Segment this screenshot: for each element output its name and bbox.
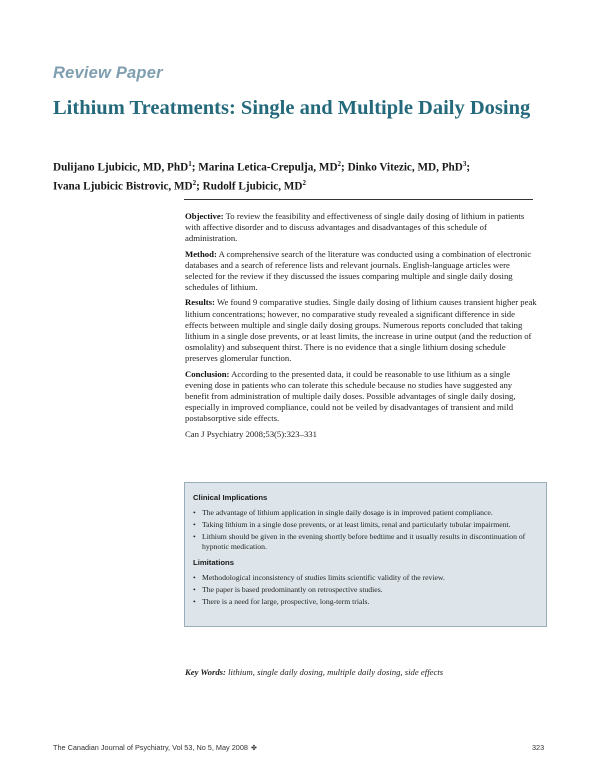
method-text: A comprehensive search of the literature was conducted using a combination of electronic databases and a search of reference lists and relevant journals. English-language articles were selected for the review if they discussed the issues comparing multiple and single daily dosing schedules of lithium. (185, 248, 532, 293)
author-name: Dinko Vitezic, MD, PhD (347, 161, 463, 174)
conclusion-label: Conclusion: (185, 368, 230, 379)
author-name: Rudolf Ljubicic, MD (202, 180, 303, 193)
bullet-icon: • (193, 573, 196, 582)
page-number: 323 (532, 743, 545, 752)
keywords-label: Key Words: (185, 667, 226, 677)
author-affiliation: 2 (337, 160, 342, 168)
author-affiliation: 2 (192, 179, 197, 188)
list-item-text: Taking lithium in a single dose prevents, or at least limits, renal and particularly tubular impairment. (202, 520, 511, 529)
author-affiliation: 1 (188, 160, 192, 168)
list-item-text: Methodological inconsistency of studies limits scientific validity of the review. (202, 573, 445, 582)
abstract-method (185, 249, 537, 294)
limitations-list (193, 573, 536, 607)
list-item (193, 585, 536, 595)
journal-info: The Canadian Journal of Psychiatry, Vol 53, No 5, May 2008 (53, 743, 248, 752)
author-name: Dulijano Ljubicic, MD, PhD (53, 161, 189, 174)
method-label: Method: (185, 248, 217, 259)
list-item (193, 597, 536, 607)
article-title: Lithium Treatments: Single and Multiple Daily Dosing (53, 97, 531, 119)
keywords-text: lithium, single daily dosing, multiple daily dosing, side effects (228, 667, 444, 677)
objective-text: To review the feasibility and effectiveness of single daily dosing of lithium in patients with affective disorder and to discuss advantages and disadvantages of this schedule of administration. (185, 211, 525, 244)
results-text: We found 9 comparative studies. Single daily dosing of lithium causes transient higher peak lithium concentrations; however, no comparative study revealed a significant difference in side effects between multiple and single daily dosing groups. Numerous reports concluded that taking lithium in a single dose prevents, or at least limits, the increase in urine output (and the reduction of osmolality) and subsequent thirst. There is no evidence that a single lithium dosing schedule preserves glomerular function. (185, 297, 537, 364)
author-affiliation: 3 (462, 160, 467, 168)
author-line-2 (53, 176, 553, 195)
list-item-text: The advantage of lithium application in single daily dosage is in improved patient compliance. (202, 508, 493, 517)
list-item (193, 532, 536, 552)
abstract (185, 211, 537, 444)
author-affiliation: 2 (302, 179, 306, 188)
bullet-icon: • (193, 520, 196, 529)
bullet-icon: • (193, 508, 196, 517)
clinical-implications-heading: Clinical Implications (193, 493, 268, 502)
implications-box (184, 482, 547, 627)
bullet-icon: • (193, 597, 196, 606)
abstract-conclusion (185, 369, 537, 425)
keywords (185, 667, 545, 677)
results-label: Results: (185, 297, 215, 308)
author-line-1 (53, 157, 553, 176)
author-name: Ivana Ljubicic Bistrovic, MD (53, 180, 193, 193)
abstract-results (185, 297, 537, 364)
ornament-icon: ✤ (250, 745, 257, 752)
section-label: Review Paper (53, 64, 163, 82)
author-name: Marina Letica-Crepulja, MD (198, 161, 338, 174)
list-item (193, 520, 536, 530)
citation: Can J Psychiatry 2008;53(5):323–331 (185, 428, 317, 439)
list-item (193, 508, 536, 518)
author-separator: ; (466, 161, 471, 174)
limitations-heading: Limitations (193, 558, 235, 567)
list-item-text: There is a need for large, prospective, long-term trials. (202, 597, 370, 606)
list-item-text: The paper is based predominantly on retrospective studies. (202, 585, 383, 594)
abstract-divider (184, 199, 533, 200)
bullet-icon: • (193, 585, 196, 594)
conclusion-text: According to the presented data, it could be reasonable to use lithium as a single evening dose in patients who can tolerate this schedule because no studies have suggested any benefit from administration of multiple daily doses. Possible advantages of single daily dosing, especially in improved compliance, could not be veiled by disadvantages of transient and mild postabsorptive side effects. (185, 368, 516, 424)
author-list (53, 157, 553, 195)
author-separator: ; (196, 180, 203, 193)
abstract-objective (185, 211, 537, 245)
list-item (193, 573, 536, 583)
footer-journal (53, 743, 257, 752)
clinical-implications-list (193, 508, 536, 552)
bullet-icon: • (193, 532, 196, 541)
objective-label: Objective: (185, 211, 224, 221)
list-item-text: Lithium should be given in the evening shortly before bedtime and it usually results in discontinuation of hypnotic medication. (202, 532, 526, 551)
author-separator: ; (341, 161, 348, 174)
author-separator: ; (191, 161, 199, 174)
